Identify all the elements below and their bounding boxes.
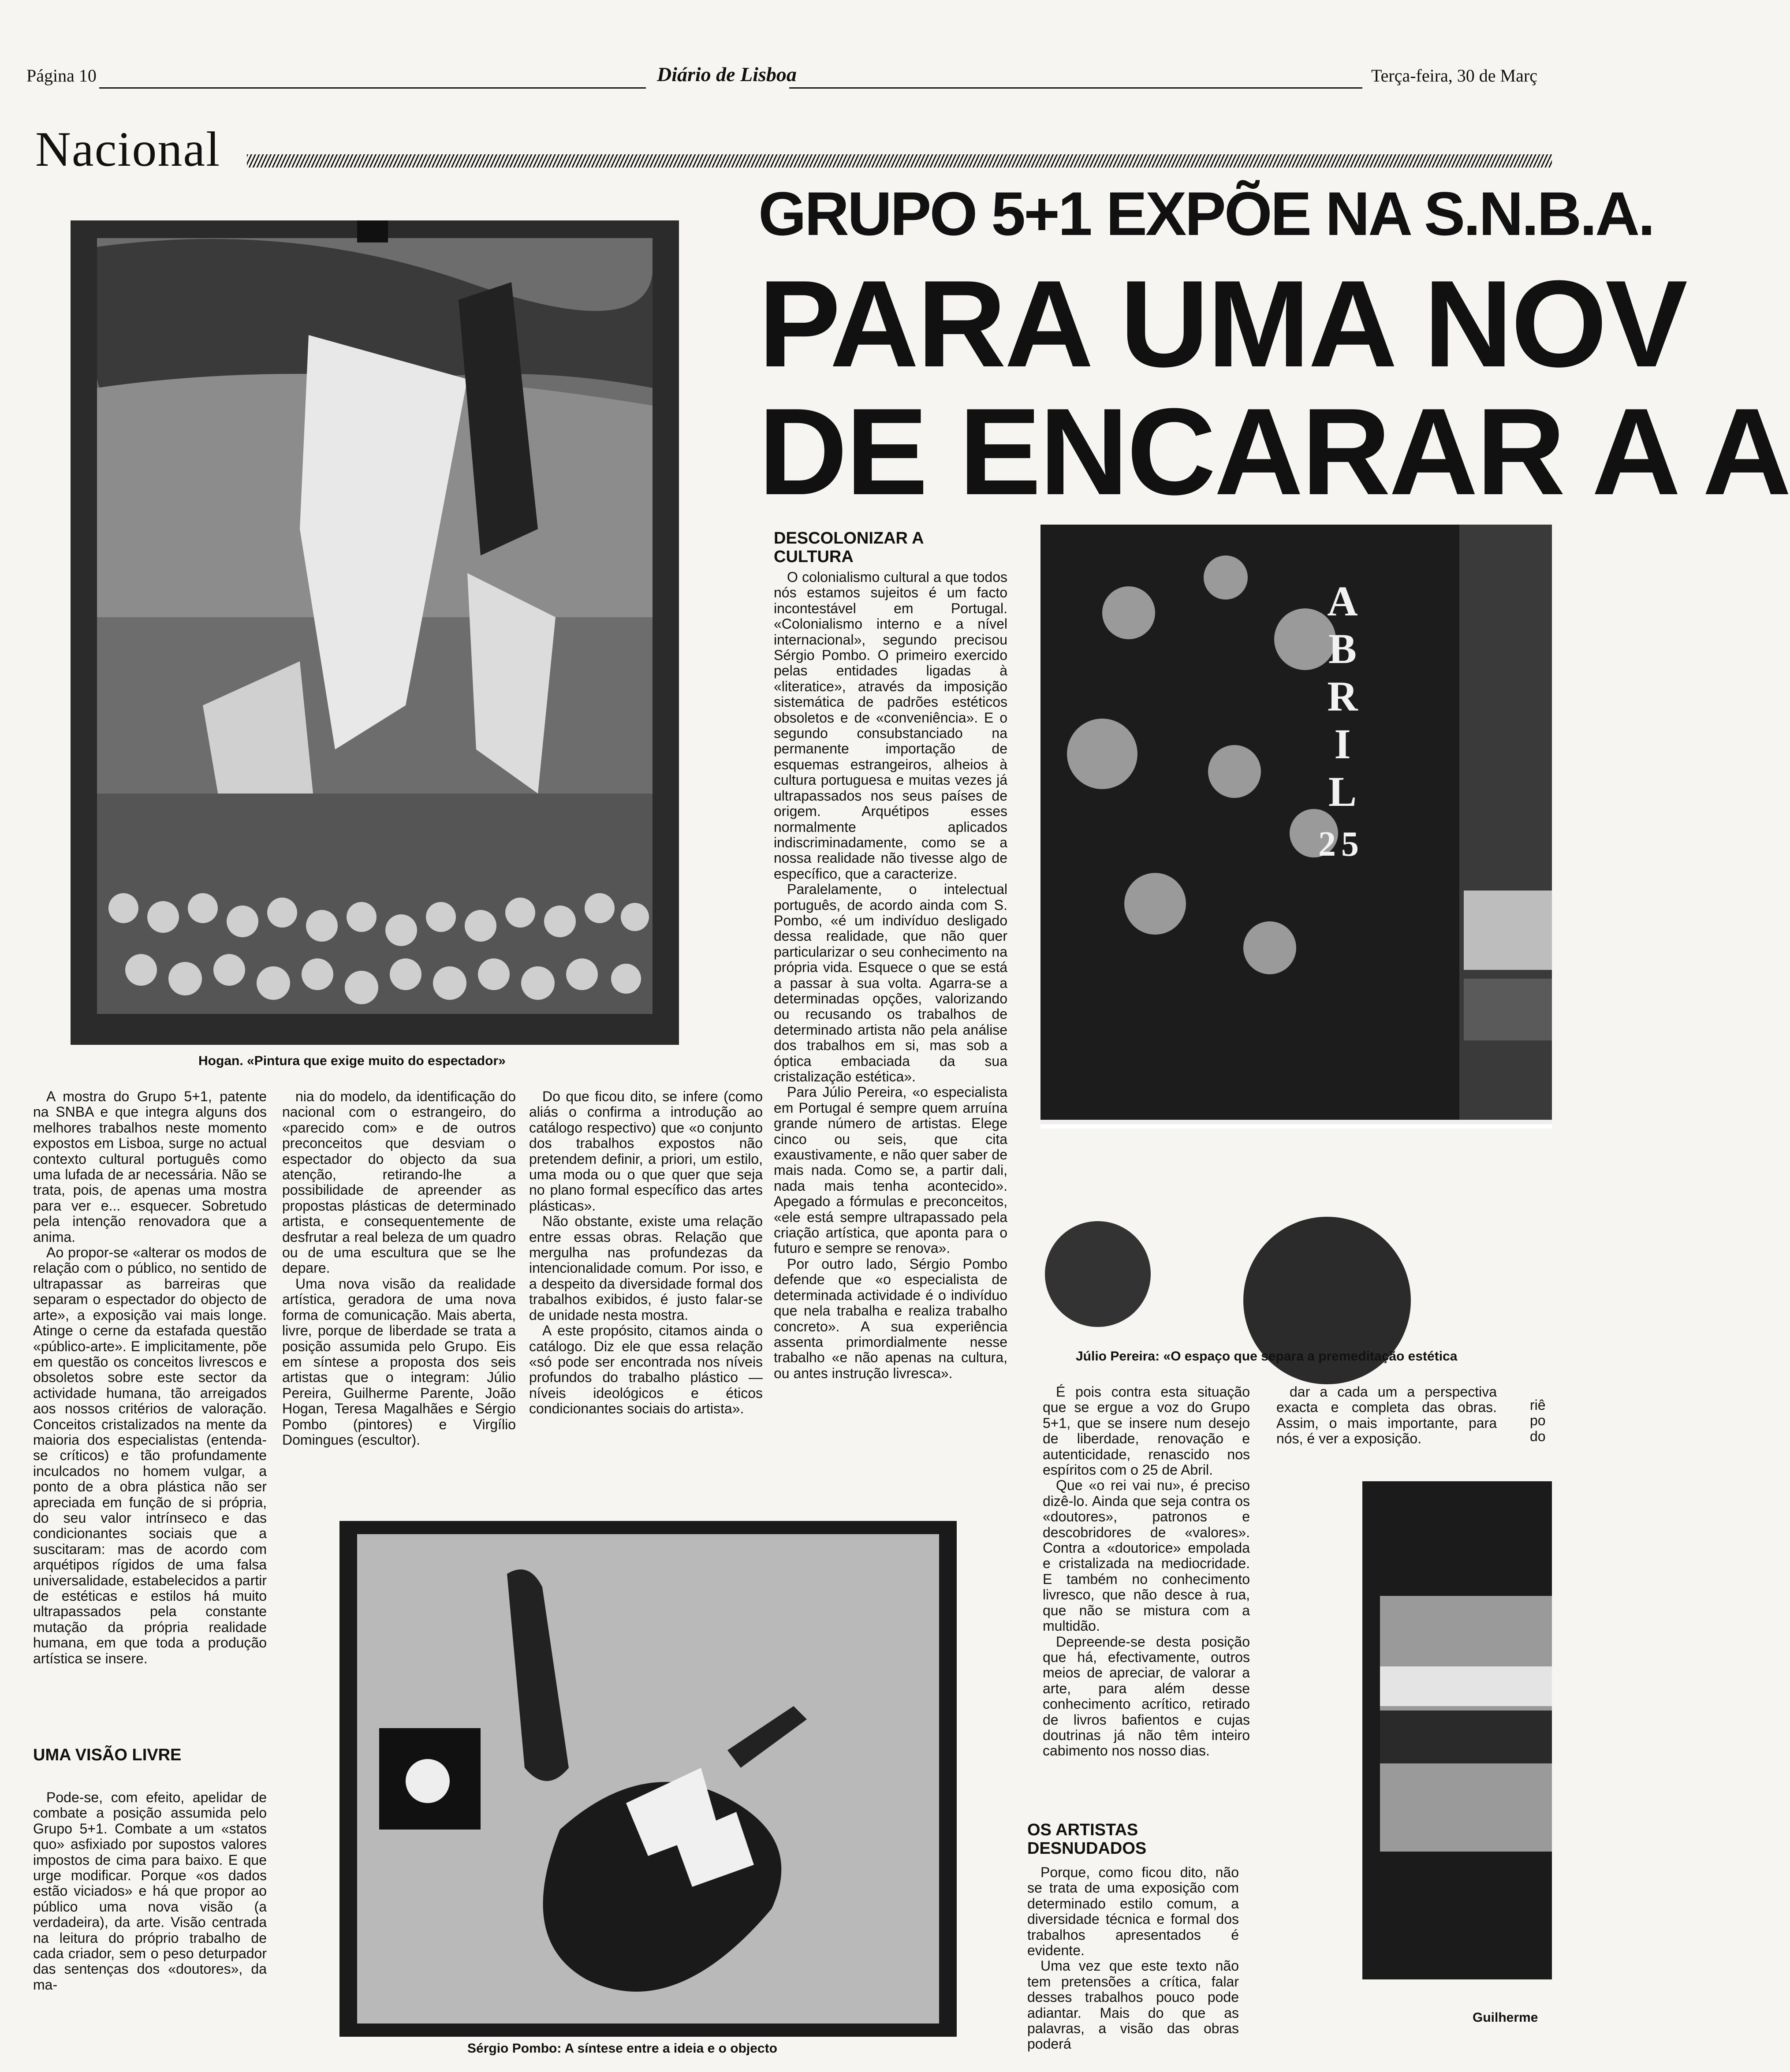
paragraph: A este propósito, citamos ainda o catálogo. Diz ele que essa relação «só pode ser encontrada nos níveis profundos do trabalho plástico — níveis ideológicos e éticos condicionantes sociais do artista». xyxy=(529,1323,763,1417)
hogan-painting-photo xyxy=(71,220,679,1045)
paragraph: Ao propor-se «alterar os modos de relação com o público, no sentido de ultrapassar as barreiras que separam o espectador do objecto de arte», a exposição vai mais longe. Atinge o cerne da estafada questão «público-arte». E implicitamente, põe em questão os conceitos livrescos e obsoletos sobre este sector da actividade humana, tão arreigados aos nossos critérios de valoração. Conceitos cristalizados na mente da maioria dos especialistas (entenda-se críticos) e tão profundamente inculcados no homem vulgar, a ponto de a obra plástica não ser apreciada em função de si própria, do seu valor intrínseco e das condicionantes sociais que a suscitaram: mas de acordo com arquétipos rígidos de uma falsa universalidade, estabelecidos a partir de estéticas e estilos há muito ultrapassados pela constante mutação da própria realidade humana, em que toda a produção artística se insere. xyxy=(33,1245,267,1666)
section-hatch-rule xyxy=(247,154,1552,168)
abril-painting-photo xyxy=(1040,525,1552,1129)
pombo-caption: Sérgio Pombo: A síntese entre a ideia e o objecto xyxy=(467,2041,777,2056)
headline-line1: PARA UMA NOV xyxy=(758,255,1686,393)
text-fragment: do xyxy=(1530,1428,1546,1444)
pombo-painting-photo xyxy=(339,1521,957,2037)
paragraph: nia do modelo, da identificação do nacional com o estrangeiro, do «parecido com» e de outros preconceitos que desviam o espectador do objecto da sua atenção, retirando-lhe a possibilidade de apreender as propostas plásticas de determinado artista, e consequentemente de desfrutar a real beleza de um quadro ou de uma escultura que se lhe depare. xyxy=(282,1088,516,1276)
abril-letter: B xyxy=(1328,625,1357,672)
abril-letter: R xyxy=(1327,673,1358,720)
subheading-uma-visao-livre: UMA VISÃO LIVRE xyxy=(33,1746,182,1764)
paragraph: Não obstante, existe uma relação entre essas obras. Relação que mergulha nas profundezas da intencionalidade comum. Por isso, e a despeito da diversidade formal dos trabalhos exibidos, é justo falar-se de unidade nesta mostra. xyxy=(529,1213,763,1323)
article-column-1b xyxy=(33,1790,267,1993)
abril-lettering xyxy=(1323,578,1362,816)
photo-lower-band xyxy=(1040,1129,1552,1217)
paragraph: A mostra do Grupo 5+1, patente na SNBA e que integra alguns dos melhores trabalhos neste momento expostos em Lisboa, surge no actual contexto cultural português como uma lufada de ar necessária. Não se trata, pois, de apenas uma mostra para ver e... esquecer. Sobretudo pela intenção renovadora que a anima. xyxy=(33,1088,267,1245)
article-column-4 xyxy=(774,570,1007,1381)
abril-letter: L xyxy=(1328,768,1357,815)
abril-number: 25 xyxy=(1318,825,1364,864)
page-number: Página 10 xyxy=(26,66,97,86)
round-artwork-1 xyxy=(1045,1221,1151,1327)
header-rule-left xyxy=(99,87,646,89)
abril-letter: I xyxy=(1334,720,1351,768)
article-column-6 xyxy=(1276,1384,1497,1447)
masthead: Diário de Lisboa xyxy=(657,63,797,86)
issue-date: Terça-feira, 30 de Març xyxy=(1371,66,1537,86)
article-column-1 xyxy=(33,1089,267,1666)
paragraph: Que «o rei vai nu», é preciso dizê-lo. Ainda que seja contra os «doutores», patronos e descobridores de «valores». Contra a «doutorice» empolada e cristalizada na mediocridade. E também no conhecimento livresco, que não desce à rua, que não se mistura com a multidão. xyxy=(1043,1477,1250,1634)
paragraph: Uma nova visão da realidade artística, geradora de uma nova forma de comunicação. Mais aberta, livre, porque de liberdade se trata a posição assumida pelo Grupo. Eis em síntese a proposta dos seis artistas que o integram: Júlio Pereira, Guilherme Parente, João Hogan, Teresa Magalhães e Sérgio Pombo (pintores) e Virgílio Domingues (escultor). xyxy=(282,1275,516,1448)
paragraph: Pode-se, com efeito, apelidar de combate a posição assumida pelo Grupo 5+1. Combate a um «statos quo» asfixiado por supostos valores impostos de cima para baixo. E que urge modificar. Porque «os dados estão viciados» e há que propor ao público uma nova visão (a verdadeira), da arte. Visão centrada na leitura do próprio trabalho de cada criador, sem o peso deturpador das sentenças dos «doutores», da ma- xyxy=(33,1789,267,1993)
paragraph: Paralelamente, o intelectual português, de acordo ainda com S. Pombo, «é um indivíduo desligado dessa realidade, que não quer particularizar o seu conhecimento na própria vida. Esquece o que se está a passar à sua volta. Agarra-se a determinadas opções, valorizando ou recusando os trabalhos de determinado artista não pela análise dos trabalhos em si, mas sob a óptica embaciada da sua cristalização estética». xyxy=(774,881,1007,1084)
article-column-3 xyxy=(529,1089,763,1417)
paragraph: dar a cada um a perspectiva exacta e completa das obras. Assim, o mais importante, para nós, é ver a exposição. xyxy=(1276,1384,1497,1447)
article-column-5b xyxy=(1027,1865,1239,2052)
paragraph: Depreende-se desta posição que há, efectivamente, outros meios de apreciar, de valorar a arte, para além desse conhecimento acrítico, retirado de livros bafientos e cujas doutrinas já não têm inteiro cabimento nos nosso dias. xyxy=(1043,1633,1250,1759)
pereira-caption: Júlio Pereira: «O espaço que separa a premeditação estética xyxy=(1076,1349,1458,1364)
paragraph: É pois contra esta situação que se ergue a voz do Grupo 5+1, que se insere num desejo de liberdade, renovação e autenticidade, renascido nos espíritos com o 25 de Abril. xyxy=(1043,1384,1250,1478)
article-column-2 xyxy=(282,1089,516,1448)
text-fragment: riê xyxy=(1530,1397,1546,1413)
paragraph: Porque, como ficou dito, não se trata de uma exposição com determinado estilo comum, a diversidade técnica e formal dos trabalhos apresentados é evidente. xyxy=(1027,1864,1239,1959)
subheading-artistas-desnudados: OS ARTISTAS DESNUDADOS xyxy=(1027,1821,1147,1858)
header-rule-right xyxy=(789,87,1362,89)
article-column-5 xyxy=(1043,1384,1250,1759)
subheading-descolonizar: DESCOLONIZAR A CULTURA xyxy=(774,529,924,566)
paragraph: Do que ficou dito, se infere (como aliás o confirma a introdução ao catálogo respectivo) que «o conjunto dos trabalhos expostos não pretendem definir, a priori, um estilo, uma moda ou o que quer que seja no plano formal específico das artes plásticas». xyxy=(529,1088,763,1214)
paragraph: O colonialismo cultural a que todos nós estamos sujeitos é um facto incontestável em Portugal. «Colonialismo interno e a nível internacional», segundo precisou Sérgio Pombo. O primeiro exercido pelas entidades ligadas à «literatice», através da imposição sistemática de padrões estéticos obsoletos e de «conveniência». E o segundo consubstanciado na permanente importação de esquemas estrangeiros, alheios à cultura portuguesa e muitas vezes já ultrapassados nos seus países de origem. Arquétipos esses normalmente aplicados indiscriminadamente, como se a nossa realidade não tivesse algo de específico, que a caracterize. xyxy=(774,569,1007,882)
paragraph: Por outro lado, Sérgio Pombo defende que «o especialista de determinada actividade é o indivíduo que nela trabalha e realiza trabalho concreto». A sua experiência assenta primordialmente nesse trabalho «e não apenas na cultura, ou antes instrução livresca». xyxy=(774,1256,1007,1381)
hogan-caption: Hogan. «Pintura que exige muito do espectador» xyxy=(198,1054,506,1068)
paragraph: Para Júlio Pereira, «o especialista em Portugal é sempre quem arruína grande número de artistas. Elege cinco ou seis, que cita exaustivamente, e não quer saber de mais nada. Como se, a partir dali, nada mais tenha acontecido». Apegado a fórmulas e preconceitos, «ele está sempre ultrapassado pela criação artística, que aponta para o futuro e sempre se renova». xyxy=(774,1084,1007,1256)
guilherme-photo xyxy=(1362,1481,1552,1979)
abril-letter: A xyxy=(1327,578,1358,625)
article-column-7-fragment xyxy=(1530,1397,1552,1444)
text-fragment: po xyxy=(1530,1412,1546,1429)
headline-line2: DE ENCARAR A A xyxy=(758,383,1790,521)
paragraph: Uma vez que este texto não tem pretensões a crítica, falar desses trabalhos pouco pode adiantar. Mais do que as palavras, a visão das obras poderá xyxy=(1027,1958,1239,2052)
section-title: Nacional xyxy=(35,122,221,177)
headline-kicker: GRUPO 5+1 EXPÕE NA S.N.B.A. xyxy=(758,179,1654,248)
guilherme-caption: Guilherme xyxy=(1473,2010,1538,2025)
